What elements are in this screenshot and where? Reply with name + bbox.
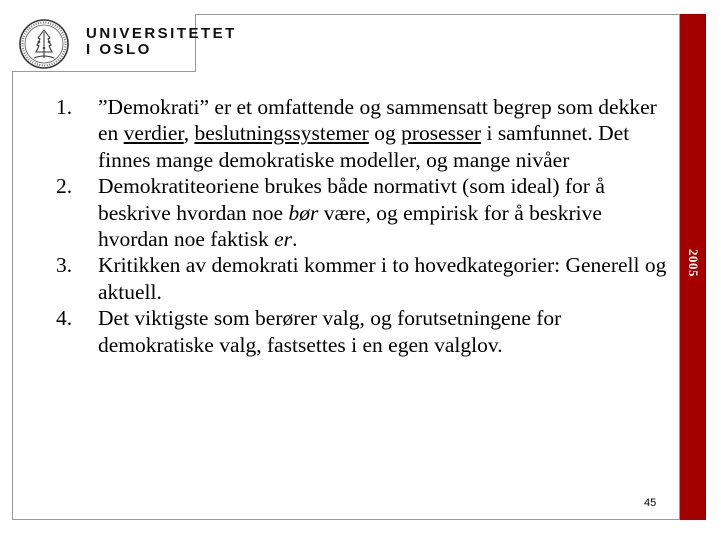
list-item — [56, 305, 676, 358]
item-text: Kritikken av demokrati kommer i to hovedkategorier: Generell og aktuell. — [98, 253, 667, 304]
underlined-term: beslutningssystemer — [194, 121, 369, 146]
university-seal-icon — [18, 18, 70, 70]
item-text: Demokratiteoriene brukes både normativt (som ideal) for å beskrive hvordan noe — [98, 174, 605, 225]
item-text: være, og empirisk for å beskrive hvordan noe faktisk — [98, 200, 602, 252]
statement-list — [56, 94, 676, 358]
list-item — [56, 173, 676, 252]
list-item — [56, 94, 676, 173]
item-text: , — [183, 121, 195, 146]
list-item — [56, 252, 676, 305]
item-text: og — [368, 121, 402, 146]
logo-line-2: I OSLO — [86, 41, 152, 58]
underlined-term: verdier — [123, 121, 184, 146]
item-number: 4. — [56, 306, 73, 331]
item-text: Det viktigste som berører valg, og forutsetningene for demokratiske valg, fastsettes i en egen valglov. — [98, 306, 562, 357]
item-number: 3. — [56, 253, 73, 278]
year-label: 2005 — [686, 249, 701, 277]
emphasized-term: er — [274, 227, 293, 252]
underlined-term: prosesser — [401, 121, 482, 146]
item-text: i samfunnet. Det finnes mange demokratiske modeller, og mange nivåer — [98, 121, 630, 172]
university-logo — [12, 14, 237, 72]
item-text: ”Demokrati” er et omfattende og sammensatt begrep som dekker en — [98, 95, 657, 146]
item-number: 2. — [56, 174, 73, 199]
item-number: 1. — [56, 95, 73, 119]
emphasized-term: bør — [288, 200, 319, 225]
logo-line-1: UNIVERSITETET — [86, 25, 237, 42]
page-number: 45 — [644, 497, 657, 509]
item-text: . — [292, 227, 298, 252]
